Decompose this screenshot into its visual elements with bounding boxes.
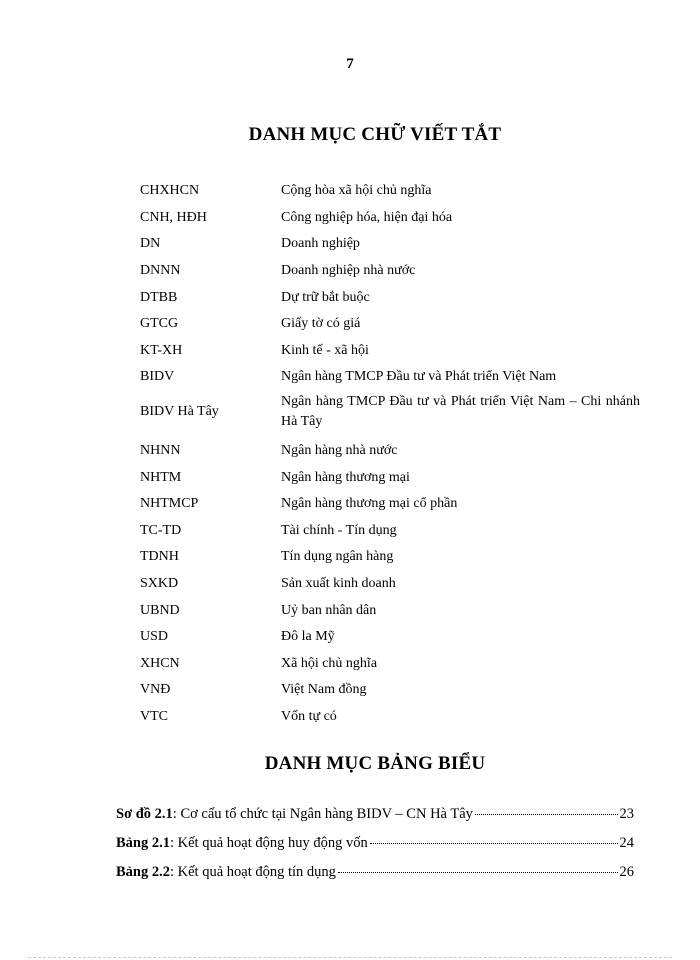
abbreviation-definition: Đô la Mỹ — [281, 629, 335, 645]
abbreviation-term: TDNH — [140, 549, 179, 565]
abbreviation-term: NHTMCP — [140, 496, 199, 512]
abbreviation-term: NHNN — [140, 443, 181, 459]
dot-leader — [475, 814, 618, 815]
abbreviation-term: CHXHCN — [140, 183, 200, 199]
toc-entry-title: : Kết quả hoạt động huy động vốn — [170, 835, 368, 851]
abbreviation-term: CNH, HĐH — [140, 209, 207, 225]
toc-entry-label: Bảng 2.1 — [116, 835, 170, 851]
abbreviation-row — [140, 651, 640, 678]
abbreviation-term: UBND — [140, 602, 180, 618]
abbreviation-term: BIDV — [140, 369, 175, 385]
abbreviation-term: BIDV Hà Tây — [140, 404, 219, 420]
abbreviation-list — [140, 178, 640, 730]
abbreviation-definition: Doanh nghiệp — [281, 236, 360, 252]
abbreviation-row — [140, 464, 640, 491]
abbreviation-row — [140, 284, 640, 311]
abbreviation-term: DTBB — [140, 289, 178, 305]
table-of-figures — [116, 806, 634, 893]
abbreviation-term: GTCG — [140, 316, 179, 332]
abbreviation-definition: Tài chính - Tín dụng — [281, 522, 397, 538]
abbreviation-term: TC-TD — [140, 522, 182, 538]
abbreviation-term: NHTM — [140, 469, 182, 485]
tables-heading: DANH MỤC BẢNG BIỂU — [264, 753, 486, 774]
abbreviation-row — [140, 704, 640, 731]
toc-entry-page: 26 — [619, 864, 634, 880]
abbreviation-row — [140, 258, 640, 285]
page-bottom-divider — [28, 957, 672, 958]
abbreviation-definition: Giấy tờ có giá — [281, 316, 361, 332]
abbreviations-heading: DANH MỤC CHỮ VIẾT TẮT — [248, 124, 502, 145]
abbreviation-term: VNĐ — [140, 682, 171, 698]
toc-entry-title: : Cơ cấu tổ chức tại Ngân hàng BIDV – CN Hà Tây — [172, 806, 473, 822]
abbreviation-term: KT-XH — [140, 342, 183, 358]
abbreviation-definition: Công nghiệp hóa, hiện đại hóa — [281, 209, 453, 225]
toc-entry[interactable] — [116, 806, 634, 835]
abbreviation-row — [140, 311, 640, 338]
abbreviation-row — [140, 624, 640, 651]
abbreviation-term: SXKD — [140, 576, 179, 592]
abbreviation-definition: Việt Nam đồng — [281, 682, 367, 698]
abbreviation-row — [140, 544, 640, 571]
abbreviation-row — [140, 571, 640, 598]
abbreviation-definition: Ngân hàng TMCP Đầu tư và Phát triển Việt Nam — [281, 369, 557, 385]
abbreviation-definition: Kinh tế - xã hội — [281, 342, 369, 358]
toc-entry-page: 23 — [619, 806, 634, 822]
toc-entry[interactable] — [116, 864, 634, 893]
abbreviation-row — [140, 438, 640, 465]
abbreviation-term: DN — [140, 236, 161, 252]
abbreviation-definition: Tín dụng ngân hàng — [281, 549, 394, 565]
page-number: 7 — [346, 56, 354, 72]
abbreviation-row — [140, 205, 640, 232]
abbreviation-term: DNNN — [140, 263, 181, 279]
abbreviation-row — [140, 391, 640, 434]
dot-leader — [370, 843, 618, 844]
abbreviation-row — [140, 338, 640, 365]
abbreviation-definition: Dự trữ bắt buộc — [281, 289, 370, 305]
abbreviation-definition: Ngân hàng TMCP Đầu tư và Phát triển Việt Nam – Chi nhánh Hà Tây — [281, 394, 640, 430]
toc-entry[interactable] — [116, 835, 634, 864]
abbreviation-row — [140, 518, 640, 545]
abbreviation-definition: Xã hội chủ nghĩa — [281, 655, 378, 671]
abbreviation-row — [140, 231, 640, 258]
abbreviation-definition: Sản xuất kinh doanh — [281, 576, 396, 592]
toc-entry-page: 24 — [619, 835, 634, 851]
abbreviation-definition: Doanh nghiệp nhà nước — [281, 263, 416, 279]
abbreviation-term: XHCN — [140, 655, 180, 671]
dot-leader — [338, 872, 618, 873]
abbreviation-definition: Ngân hàng thương mại cổ phần — [281, 496, 458, 512]
abbreviation-definition: Uỷ ban nhân dân — [281, 602, 377, 618]
toc-entry-label: Bảng 2.2 — [116, 864, 170, 880]
abbreviation-term: USD — [140, 629, 169, 645]
toc-entry-title: : Kết quả hoạt động tín dụng — [170, 864, 336, 880]
abbreviation-row — [140, 178, 640, 205]
abbreviation-definition: Ngân hàng nhà nước — [281, 443, 398, 459]
abbreviation-definition: Vốn tự có — [281, 708, 337, 724]
abbreviation-row — [140, 597, 640, 624]
abbreviation-row — [140, 491, 640, 518]
abbreviation-term: VTC — [140, 708, 168, 724]
abbreviation-definition: Cộng hòa xã hội chủ nghĩa — [281, 183, 432, 199]
toc-entry-label: Sơ đồ 2.1 — [116, 806, 173, 822]
abbreviation-row — [140, 364, 640, 391]
abbreviation-row — [140, 677, 640, 704]
abbreviation-definition: Ngân hàng thương mại — [281, 469, 410, 485]
